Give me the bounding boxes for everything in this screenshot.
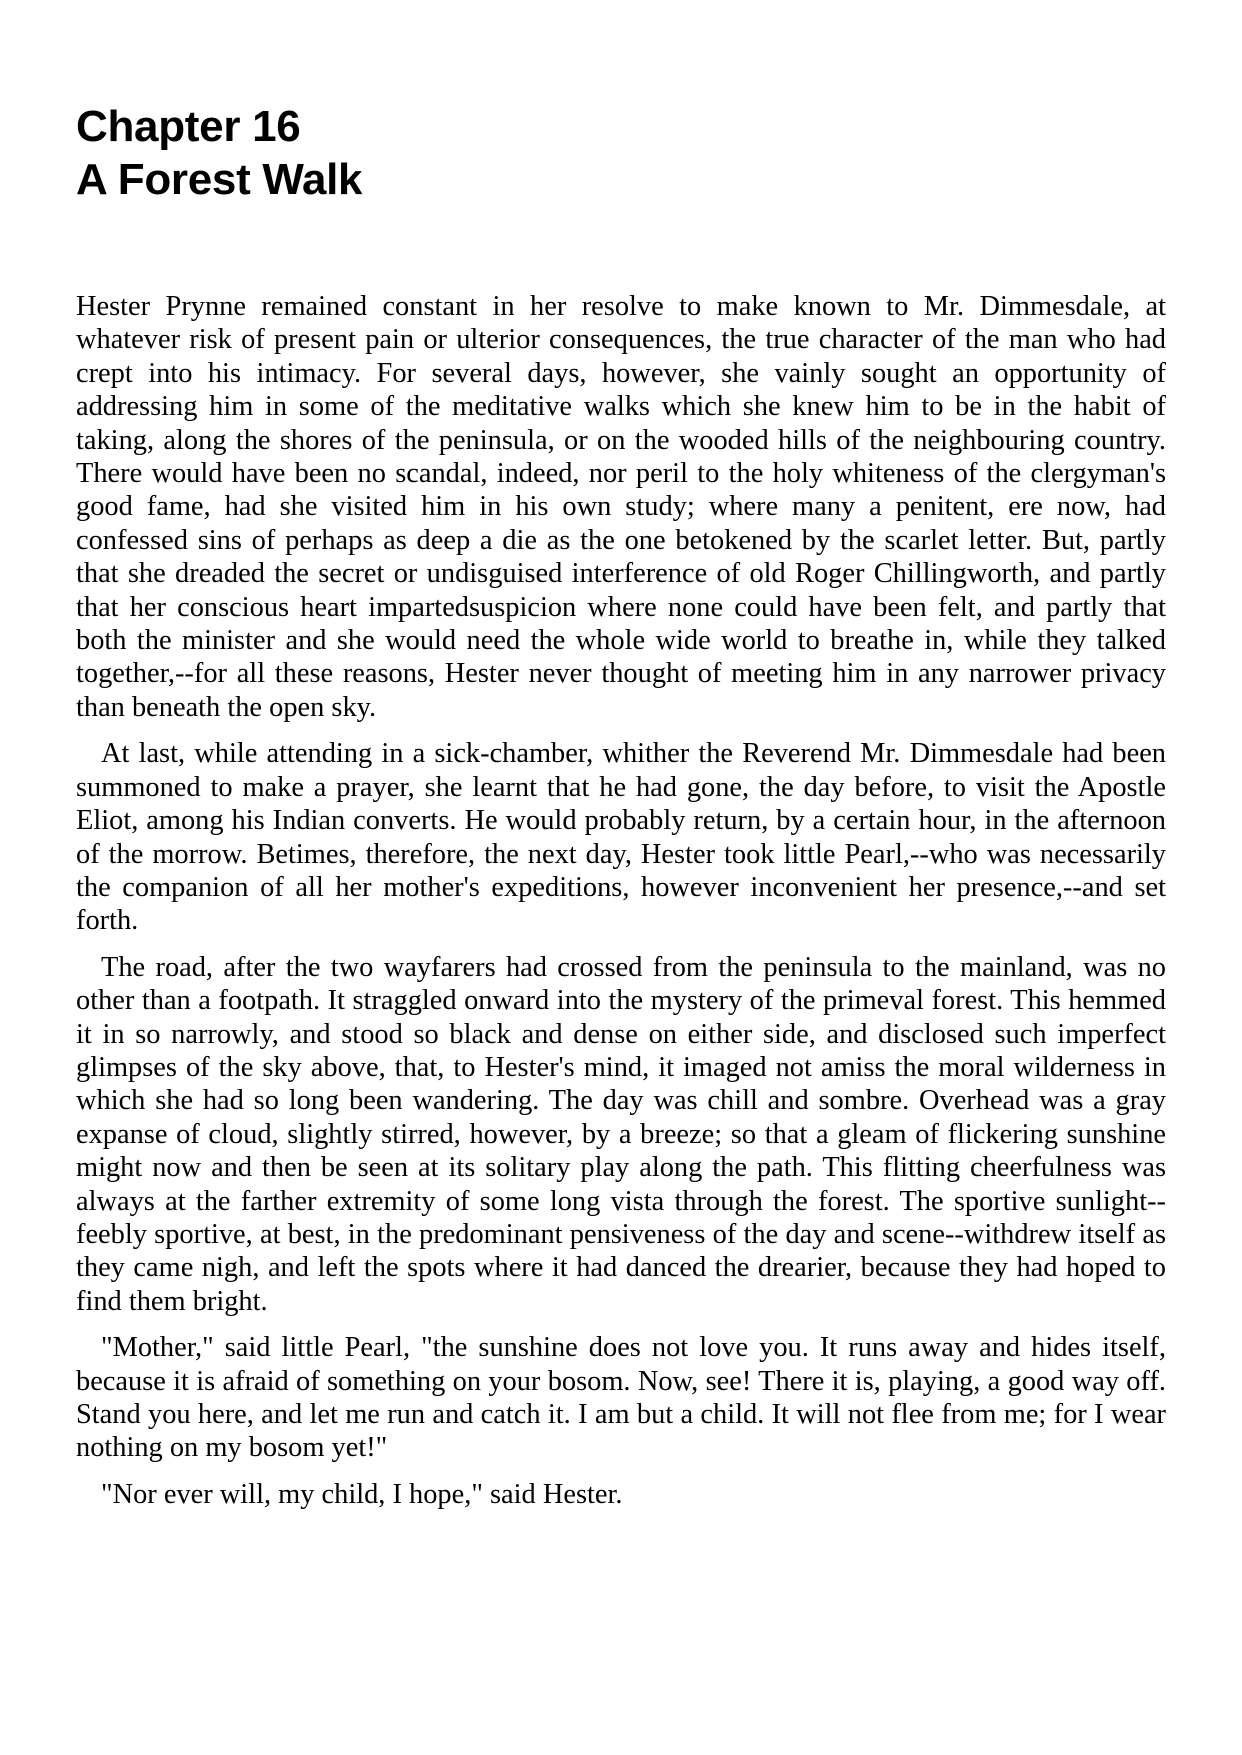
paragraph-4: "Mother," said little Pearl, "the sunshine does not love you. It runs away and hides itself, because it is afraid of something on your bosom. Now, see! There it is, playing, a good way off. Stand you here, and let me run and catch it. I am but a child. It will not flee from me; for I wear nothing on my bosom yet!" xyxy=(76,1332,1166,1464)
paragraph-2: At last, while attending in a sick-chamber, whither the Reverend Mr. Dimmesdale had been summoned to make a prayer, she learnt that he had gone, the day before, to visit the Apostle Eliot, among his Indian converts. He would probably return, by a certain hour, in the afternoon of the morrow. Betimes, therefore, the next day, Hester took little Pearl,--who was necessarily the companion of all her mother's expeditions, however inconvenient her presence,--and set forth. xyxy=(76,738,1166,937)
chapter-heading xyxy=(76,100,1166,206)
paragraph-3: The road, after the two wayfarers had crossed from the peninsula to the mainland, was no other than a footpath. It straggled onward into the mystery of the primeval forest. This hemmed it in so narrowly, and stood so black and dense on either side, and disclosed such imperfect glimpses of the sky above, that, to Hester's mind, it imaged not amiss the moral wilderness in which she had so long been wandering. The day was chill and sombre. Overhead was a gray expanse of cloud, slightly stirred, however, by a breeze; so that a gleam of flickering sunshine might now and then be seen at its solitary play along the path. This flitting cheerfulness was always at the farther extremity of some long vista through the forest. The sportive sunlight--feebly sportive, at best, in the predominant pensiveness of the day and scene--withdrew itself as they came nigh, and left the spots where it had danced the drearier, because they had hoped to find them bright. xyxy=(76,951,1166,1317)
chapter-body xyxy=(76,290,1166,1524)
chapter-number: Chapter 16 xyxy=(76,102,301,151)
book-page xyxy=(76,100,1166,1510)
paragraph-1: Hester Prynne remained constant in her resolve to make known to Mr. Dimmesdale, at whatever risk of present pain or ulterior consequences, the true character of the man who had crept into his intimacy. For several days, however, she vainly sought an opportunity of addressing him in some of the meditative walks which she knew him to be in the habit of taking, along the shores of the peninsula, or on the wooded hills of the neighbouring country. There would have been no scandal, indeed, nor peril to the holy whiteness of the clergyman's good fame, had she visited him in his own study; where many a penitent, ere now, had confessed sins of perhaps as deep a die as the one betokened by the scarlet letter. But, partly that she dreaded the secret or undisguised interference of old Roger Chillingworth, and partly that her conscious heart impartedsuspicion where none could have been felt, and partly that both the minister and she would need the whole wide world to breathe in, while they talked together,--for all these reasons, Hester never thought of meeting him in any narrower privacy than beneath the open sky. xyxy=(76,291,1166,723)
paragraph-5: "Nor ever will, my child, I hope," said Hester. xyxy=(101,1478,623,1510)
chapter-title: A Forest Walk xyxy=(76,155,363,204)
